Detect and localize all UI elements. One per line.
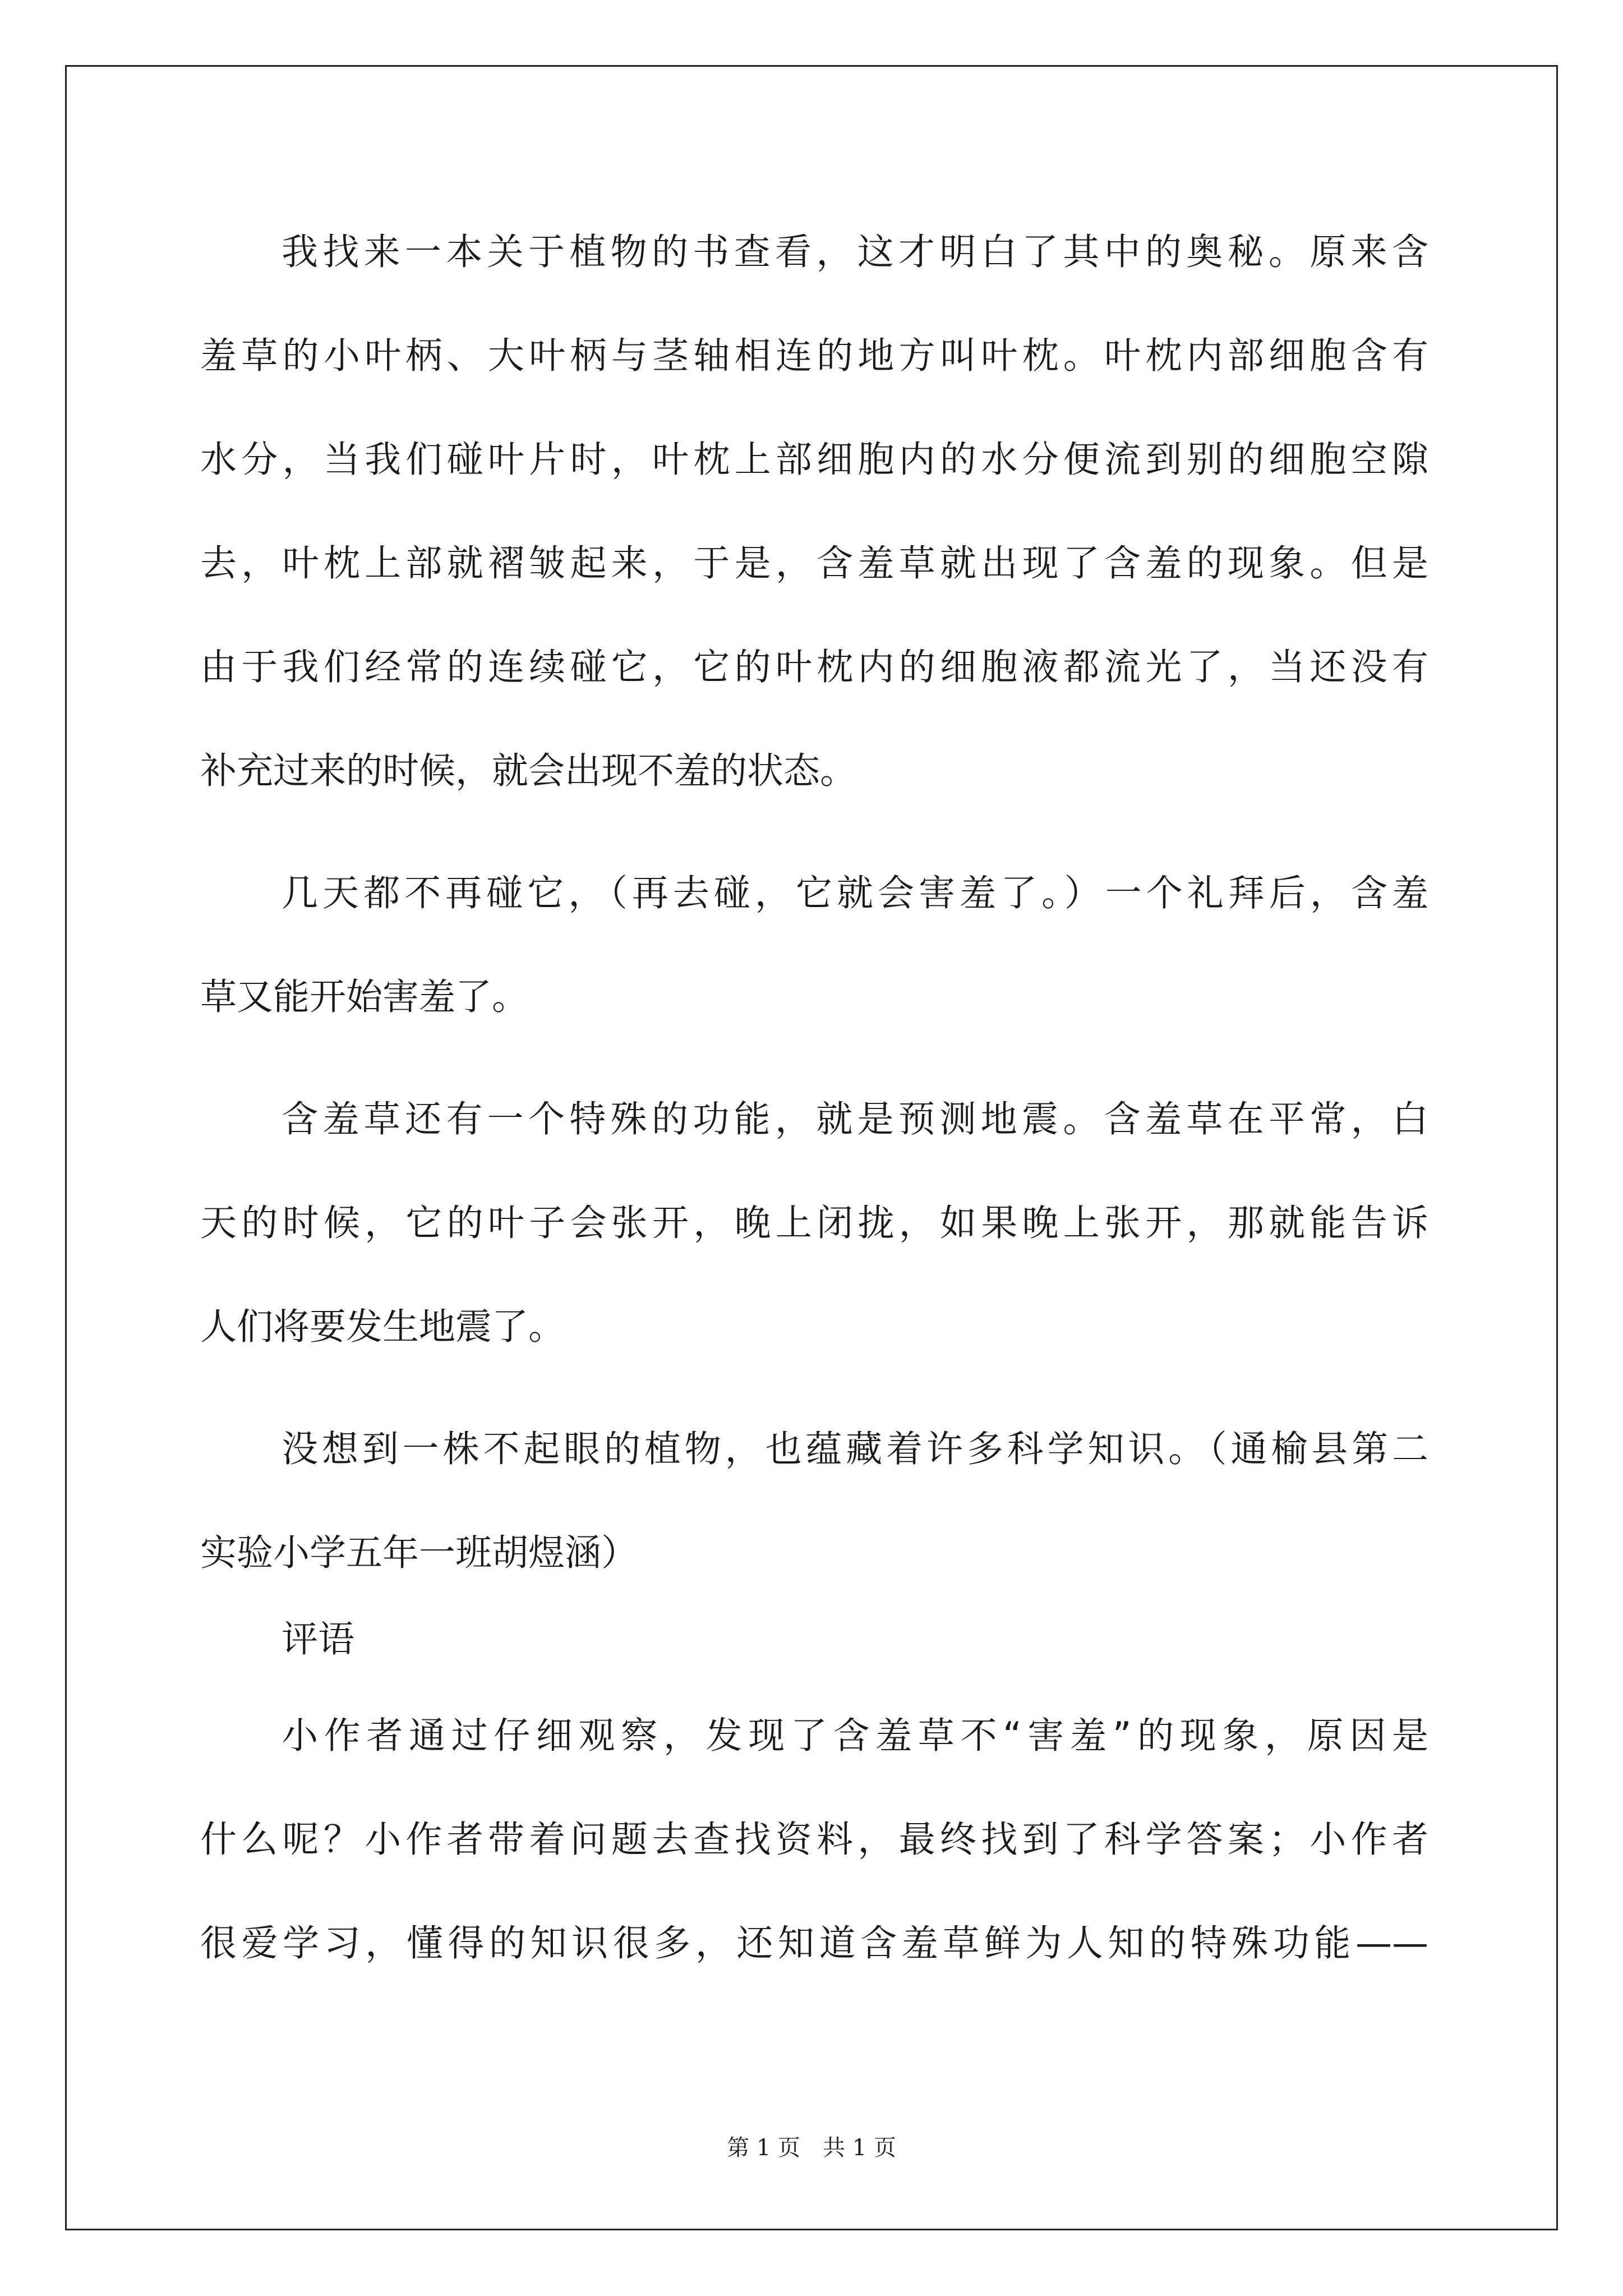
paragraph-line: 几天都不再碰它，（再去碰，它就会害羞了。）一个礼拜后，含羞 <box>282 872 1428 914</box>
paragraph-line: 去，叶枕上部就褶皱起来，于是，含羞草就出现了含羞的现象。但是 <box>200 542 1428 585</box>
paragraph-line: 很爱学习，懂得的知识很多，还知道含羞草鲜为人知的特殊功能—— <box>200 1922 1428 1964</box>
paragraph-line: 实验小学五年一班胡煜涵） <box>200 1532 638 1574</box>
comment-heading: 评语 <box>282 1618 355 1660</box>
page-border <box>65 65 1558 2230</box>
paragraph-line: 人们将要发生地震了。 <box>200 1306 565 1348</box>
paragraph-line: 水分，当我们碰叶片时，叶枕上部细胞内的水分便流到别的细胞空隙 <box>200 439 1428 481</box>
paragraph-line: 羞草的小叶柄、大叶柄与茎轴相连的地方叫叶枕。叶枕内部细胞含有 <box>200 335 1428 377</box>
paragraph-line: 由于我们经常的连续碰它，它的叶枕内的细胞液都流光了，当还没有 <box>200 646 1428 688</box>
paragraph-line: 天的时候，它的叶子会张开，晚上闭拢，如果晚上张开，那就能告诉 <box>200 1202 1428 1244</box>
paragraph-line: 什么呢？小作者带着问题去查找资料，最终找到了科学答案；小作者 <box>200 1819 1428 1861</box>
paragraph-line: 我找来一本关于植物的书查看，这才明白了其中的奥秘。原来含 <box>282 231 1428 273</box>
page-footer: 第 1 页 共 1 页 <box>727 2135 896 2161</box>
paragraph-line: 补充过来的时候，就会出现不羞的状态。 <box>200 750 857 792</box>
paragraph-line: 没想到一株不起眼的植物，也蕴藏着许多科学知识。（通榆县第二 <box>282 1428 1428 1470</box>
paragraph-line: 含羞草还有一个特殊的功能，就是预测地震。含羞草在平常，白 <box>282 1098 1428 1140</box>
paragraph-line: 小作者通过仔细观察，发现了含羞草不“害羞”的现象，原因是 <box>282 1715 1428 1757</box>
paragraph-line: 草又能开始害羞了。 <box>200 976 529 1018</box>
